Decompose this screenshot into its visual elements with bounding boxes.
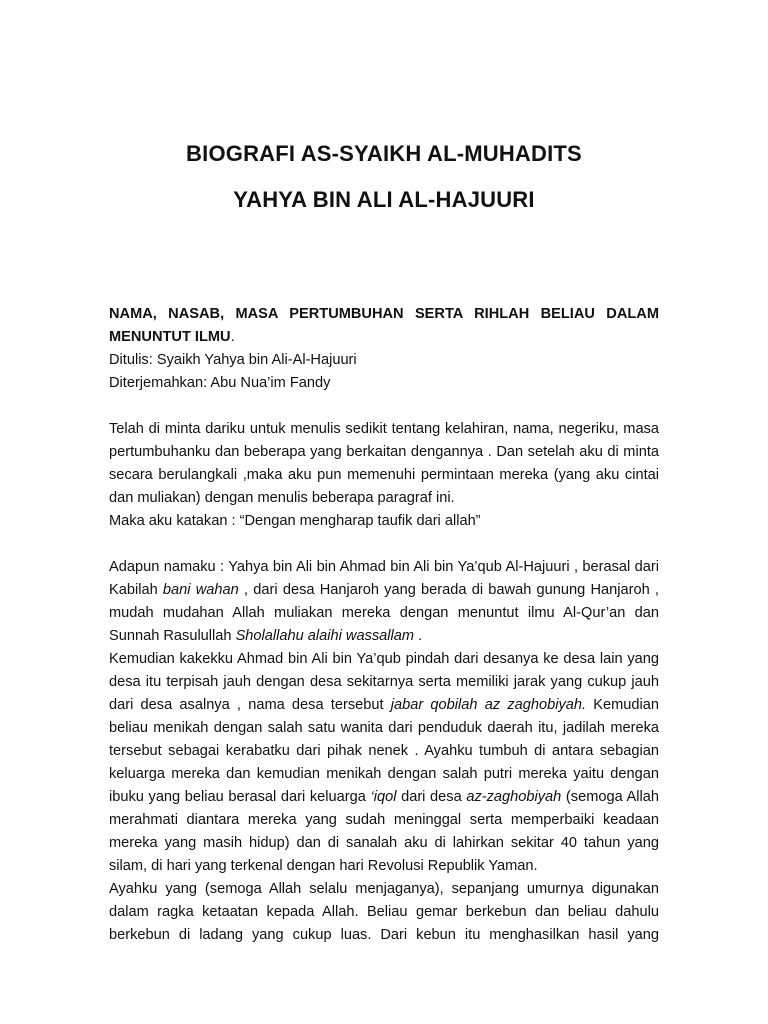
translator-line: Diterjemahkan: Abu Nua’im Fandy bbox=[109, 375, 331, 391]
text-segment: Adapun namaku : Yahya bin Ali bin Ahmad bin Ali bin Ya’qub Al-Hajuuri , berasal dari Kabilah bbox=[109, 559, 659, 598]
text-segment: , dari desa Hanjaroh yang berada di bawah gunung Hanjaroh , mudah mudahan Allah muliakan mereka dengan menuntut ilmu Al-Qur’an dan Sunnah Rasulullah bbox=[109, 582, 659, 644]
paragraph-name-lineage bbox=[109, 556, 659, 648]
italic-term: bani wahan bbox=[162, 582, 239, 598]
italic-term: jabar qobilah az zaghobiyah. bbox=[390, 697, 587, 713]
document-body bbox=[109, 303, 659, 947]
paragraph-father: Ayahku yang (semoga Allah selalu menjaganya), sepanjang umurnya digunakan dalam ragka ketaatan kepada Allah. Beliau gemar berkebun dan beliau dahulu berkebun di ladang yang cukup luas. Dari kebun itu menghasilkan hasil yang bbox=[109, 881, 659, 943]
italic-term: az-zaghobiyah bbox=[466, 789, 562, 805]
text-segment: Kemudian beliau menikah dengan salah satu wanita dari penduduk daerah itu, jadilah mereka tersebut sebagai kerabatku dari pihak nenek . Ayahku tumbuh di antara sebagian keluarga mereka dan kemudian menikah dengan salah putri mereka yaitu dengan ibuku yang beliau berasal dari keluarga bbox=[109, 697, 659, 805]
paragraph-gap bbox=[109, 533, 659, 556]
section-heading-period: . bbox=[230, 329, 235, 345]
paragraph-request: Telah di minta dariku untuk menulis sedikit tentang kelahiran, nama, negeriku, masa pertumbuhanku dan beberapa yang berkaitan dengannya . Dan setelah aku di minta secara berulangkali ,maka aku pun memenuhi permintaan mereka (yang aku cintai dan muliakan) dengan menulis beberapa paragraf ini. bbox=[109, 421, 659, 506]
italic-term: Sholallahu alaihi wassallam bbox=[235, 628, 415, 644]
section-heading-text: NAMA, NASAB, MASA PERTUMBUHAN SERTA RIHLAH BELIAU DALAM MENUNTUT ILMU bbox=[109, 306, 659, 345]
text-segment: . bbox=[414, 628, 423, 644]
paragraph-opening-statement: Maka aku katakan : “Dengan mengharap taufik dari allah” bbox=[109, 513, 481, 529]
title-line-2: YAHYA BIN ALI AL-HAJUURI bbox=[233, 187, 535, 212]
text-segment: dari desa bbox=[396, 789, 467, 805]
italic-term: ‘iqol bbox=[370, 789, 397, 805]
text-segment: (semoga Allah merahmati diantara mereka yang sudah meninggal serta memperbaiki keadaan mereka yang masih hidup) dan di sanalah aku di lahirkan sekitar 40 tahun yang silam, di hari yang terkenal dengan hari Revolusi Republik Yaman. bbox=[109, 789, 659, 874]
paragraph-gap bbox=[109, 395, 659, 418]
author-line: Ditulis: Syaikh Yahya bin Ali-Al-Hajuuri bbox=[109, 352, 357, 368]
title-line-1: BIOGRAFI AS-SYAIKH AL-MUHADITS bbox=[186, 141, 582, 166]
section-heading bbox=[109, 303, 659, 349]
text-segment: Kemudian kakekku Ahmad bin Ali bin Ya’qub pindah dari desanya ke desa lain yang desa itu terpisah jauh dengan desa sekitarnya serta memiliki jarak yang cukup jauh dari desa asalnya , nama desa tersebut bbox=[109, 651, 659, 713]
paragraph-grandfather-migration bbox=[109, 648, 659, 878]
